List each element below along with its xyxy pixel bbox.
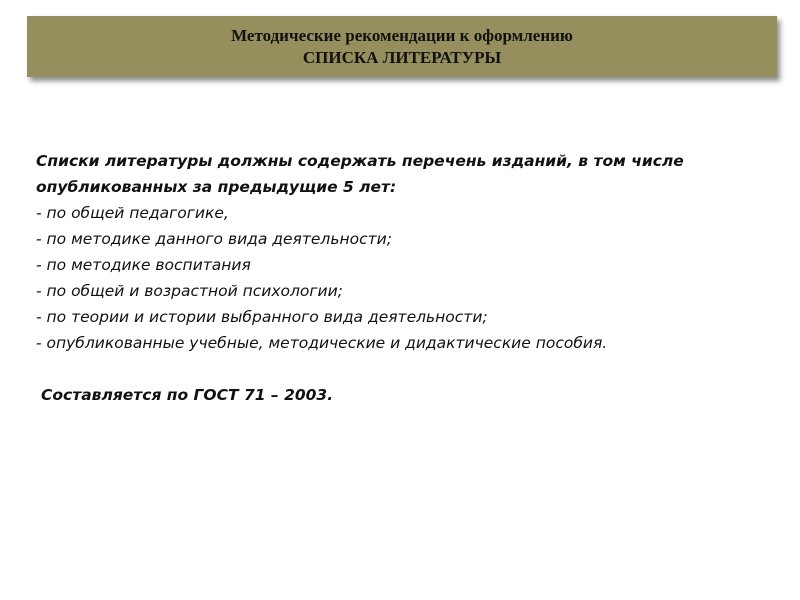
- intro-line-1: Списки литературы должны содержать перечень изданий, в том числе: [36, 152, 684, 170]
- list-item: - по методике воспитания: [36, 256, 251, 274]
- title-line-2: СПИСКА ЛИТЕРАТУРЫ: [302, 47, 502, 67]
- intro-line-2: опубликованных за предыдущие 5 лет:: [36, 178, 397, 196]
- list-item: - по теории и истории выбранного вида деятельности;: [36, 308, 488, 326]
- list-item: - по общей и возрастной психологии;: [36, 282, 343, 300]
- body-text: [36, 148, 776, 408]
- title-line-1: Методические рекомендации к оформлению: [231, 25, 573, 45]
- list-item: - по методике данного вида деятельности;: [36, 230, 392, 248]
- list-item: - опубликованные учебные, методические и дидактические пособия.: [36, 334, 608, 352]
- list-item: - по общей педагогике,: [36, 204, 229, 222]
- topics-list: [36, 200, 776, 356]
- intro-paragraph: [36, 148, 776, 200]
- title-banner: [27, 16, 777, 77]
- gost-note: Составляется по ГОСТ 71 – 2003.: [41, 386, 334, 404]
